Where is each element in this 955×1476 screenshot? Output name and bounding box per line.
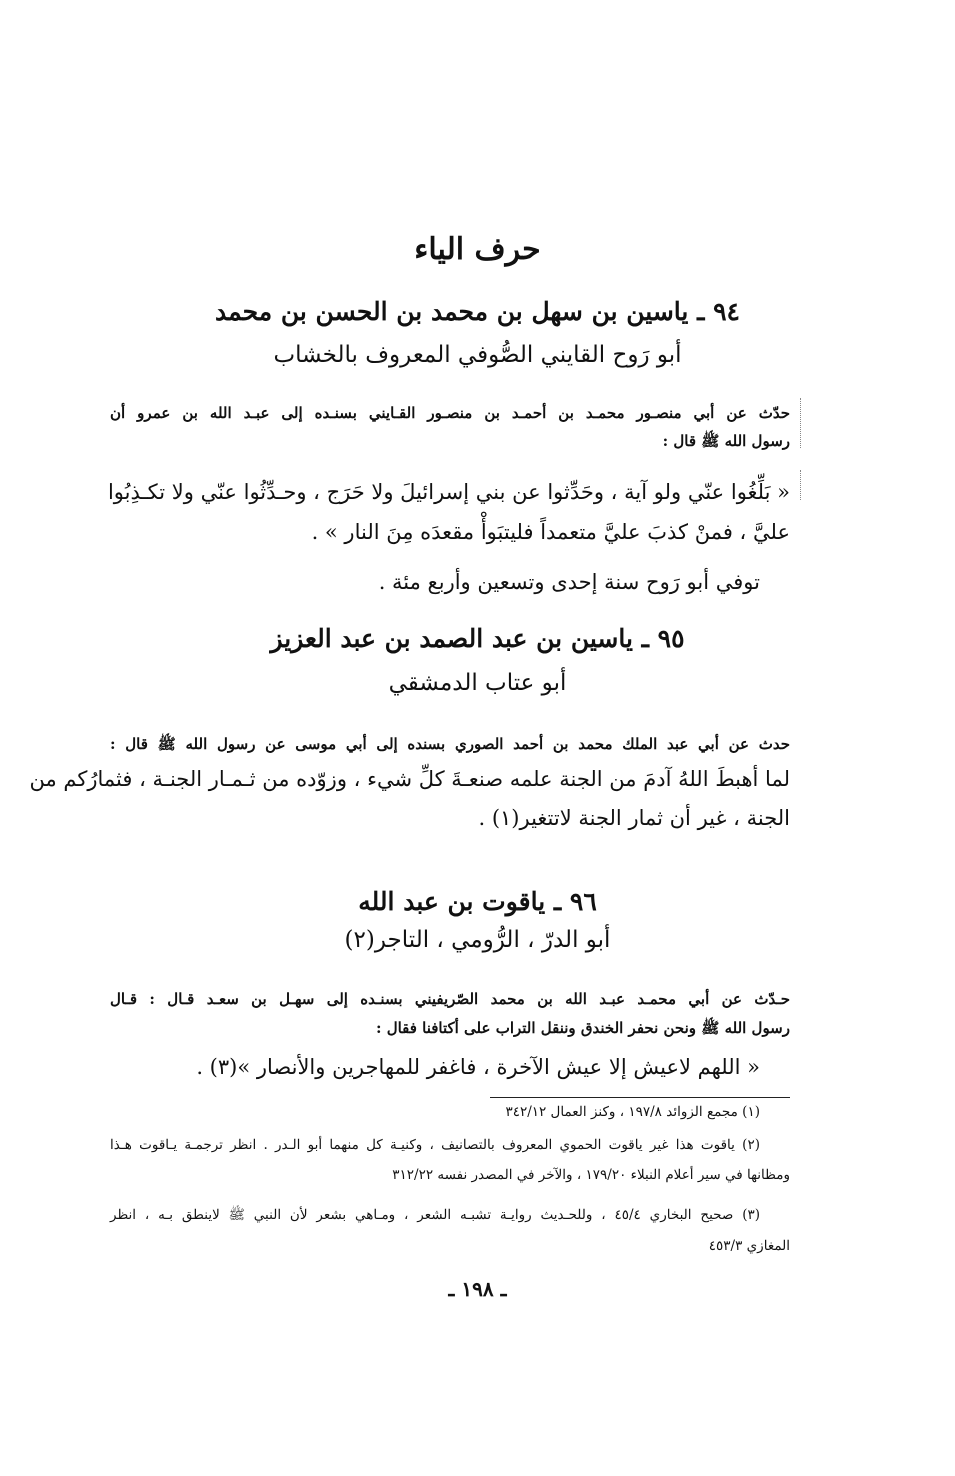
entry-96-subtitle: أبو الدرّ ، الرُّومي ، التاجر(٢) [344, 927, 611, 953]
footnote-1: (١) مجمع الزوائد ١٩٧/٨ ، وكنز العمال ٣٤٢/١٢ [505, 1104, 760, 1120]
entry-96-isnad-line-1: حـدّث عن أبي محمـد عبـد الله بن محمد الصّريفيني بسنـده إلى سهـل بن سعـد قـال : قـال [110, 990, 790, 1008]
entry-94-hadith-line-1: « بَلِّغُوا عنّي ولو آية ، وحَدِّثوا عن بني إسرائيلَ ولا حَرَج ، وحـدِّثُوا عنّي ولا تكـذِبُوا [107, 480, 790, 504]
entry-94-hadith-line-2: عليَّ ، فمنْ كذبَ عليَّ متعمداً فليتبَوأْ مقعدَه مِنَ النار » . [311, 520, 790, 544]
entry-94-subtitle: أبو رَوح القايني الصُّوفي المعروف بالخشاب [273, 342, 682, 368]
footnote-3-line-2: المغازي ٤٥٣/٣ [708, 1238, 790, 1254]
footnote-2-line-2: ومظانها في سير أعلام النبلاء ١٧٩/٢٠ ، والآخر في المصدر نفسه ٣١٢/٢٢ [392, 1167, 790, 1183]
footnote-separator [490, 1097, 790, 1098]
entry-94-isnad-line-1: حدّث عن أبي منصـور محمـد بن أحمـد بن منصـور القـايني بسنـده إلى عبـد الله بن عمرو أن [110, 404, 790, 422]
margin-mark [800, 398, 801, 448]
chapter-title: حرف الياء [414, 232, 541, 267]
entry-94-isnad-line-2: رسول الله ﷺ قال : [662, 432, 790, 450]
entry-94-death-note: توفي أبو رَوح سنة إحدى وتسعين وأربع مئة . [378, 570, 760, 594]
page-number: ـ ١٩٨ ـ [448, 1277, 507, 1301]
entry-94-title: ٩٤ ـ ياسين بن سهل بن محمد بن الحسن بن محمد [215, 297, 740, 326]
margin-mark [800, 470, 801, 500]
entry-95-subtitle: أبو عتاب الدمشقي [388, 670, 567, 696]
entry-95-isnad-line-1: حدث عن أبي عبد الملك محمد بن أحمد الصوري بسنده إلى أبي موسى عن رسول الله ﷺ قال : [110, 735, 790, 753]
entry-95-hadith-line-2: الجنة ، غير أن ثمار الجنة لاتتغير(١) . [478, 806, 790, 830]
entry-96-isnad-line-2: رسول الله ﷺ ونحن نحفر الخندق وننقل التراب على أكتافنا فقال : [375, 1019, 790, 1037]
entry-95-title: ٩٥ ـ ياسين بن عبد الصمد بن عبد العزيز [270, 624, 685, 653]
footnote-2-line-1: (٢) ياقوت هذا غير ياقوت الحموي المعروف بالتصانيف ، وكنيـة كل منهما أبو الـدر . انظر ترجمـة يـاقوت هـذا [110, 1137, 760, 1153]
entry-95-hadith-line-1: لما أهبطَ اللهُ آدمَ من الجنة علمه صنعـةَ كلِّ شيء ، وزوّده من ثـمـار الجنـة ، فثمارُكم من [29, 767, 790, 791]
entry-96-title: ٩٦ ـ ياقوت بن عبد الله [358, 887, 597, 916]
footnote-3-line-1: (٣) صحيح البخاري ٤٥/٤ ، وللحـديث روايـة تشبـه الشعر ، ومـاهي بشعر لأن النبي ﷺ لاينطق بـه ، انظر [110, 1207, 761, 1223]
entry-96-hadith-line-1: « اللهم لاعيش إلا عيش الآخرة ، فاغفر للمهاجرين والأنصار »(٣) . [196, 1055, 760, 1079]
